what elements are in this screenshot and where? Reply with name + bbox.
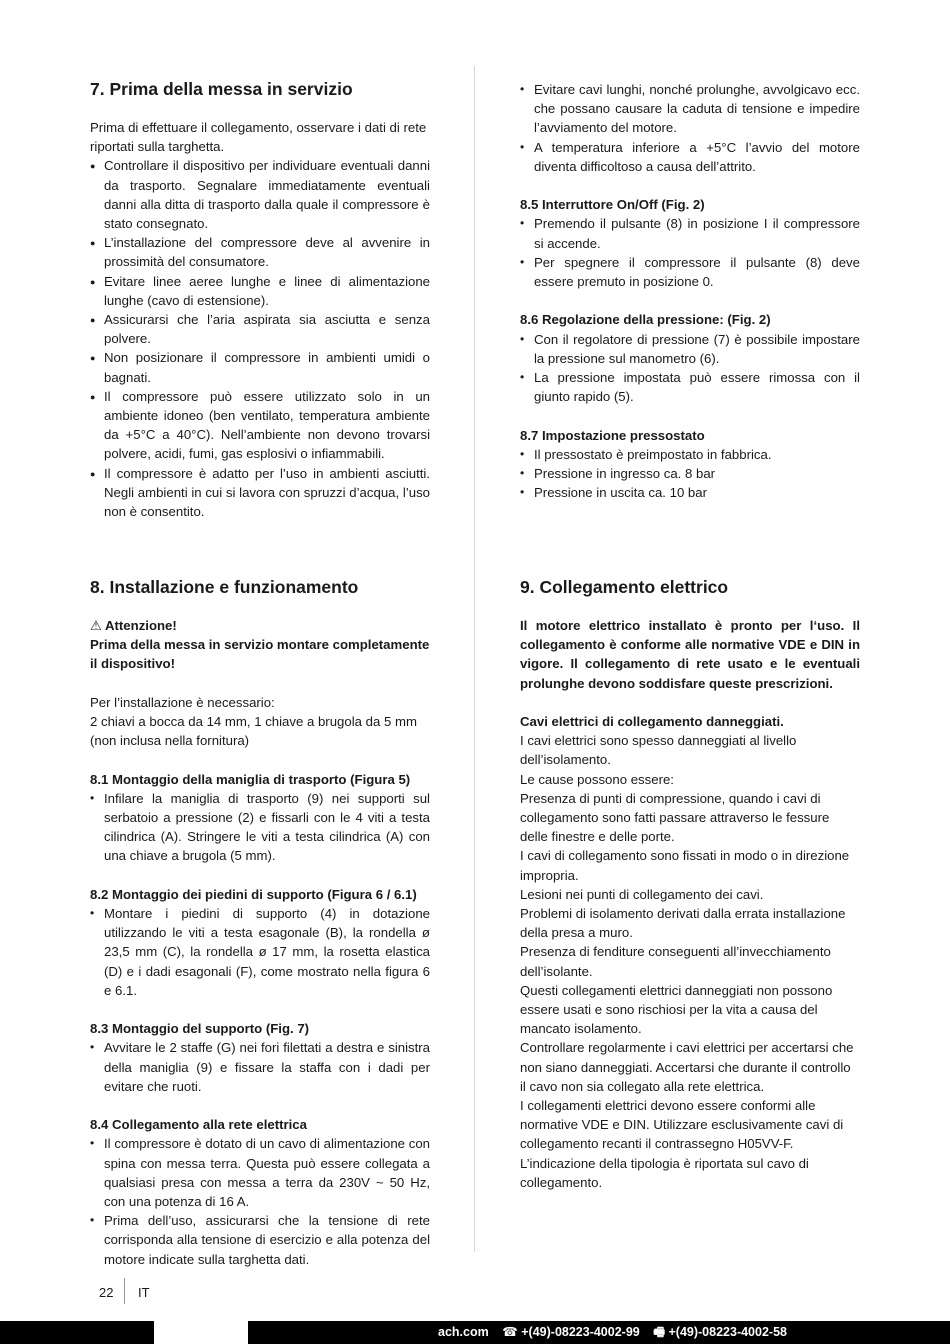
subsection-8-4-list xyxy=(90,1134,430,1268)
list-item: • Con il regolatore di pressione (7) è possibile impostare la pressione sul manometro (6). xyxy=(520,330,860,368)
subsection-8-3-list xyxy=(90,1038,430,1096)
paragraph: Lesioni nei punti di collegamento dei cavi. xyxy=(520,886,764,902)
paragraph: Presenza di punti di compressione, quando i cavi di collegamento sono fatti passare attraverso le fessure delle finestre e delle porte. xyxy=(520,790,830,845)
subsection-8-7-list xyxy=(520,445,860,503)
section-7-title: 7. Prima della messa in servizio xyxy=(90,79,353,99)
section-7-list xyxy=(90,156,430,521)
list-item: ● Controllare il dispositivo per individuare eventuali danni da trasporto. Segnalare immediatamente eventuali danni alla ditta di trasporto dalla quale il compressore è stato consegnato. xyxy=(90,156,430,233)
subsection-8-5-list xyxy=(520,214,860,291)
continued-list xyxy=(520,80,860,176)
list-item: ● Il compressore è adatto per l’uso in ambienti asciutti. Negli ambienti in cui si lavora con spruzzi d’acqua, l’uso non è consentito. xyxy=(90,464,430,522)
section-9-subtitle: Cavi elettrici di collegamento danneggiati. xyxy=(520,714,784,729)
list-item: • Il compressore è dotato di un cavo di alimentazione con spina con messa terra. Questa può essere collegata a qualsiasi presa con messa a terra da 230V ~ 50 Hz, con una potenza di 16 A. xyxy=(90,1134,430,1211)
subsection-8-6-title: 8.6 Regolazione della pressione: (Fig. 2) xyxy=(520,312,771,328)
install-tools: 2 chiavi a bocca da 14 mm, 1 chiave a brugola da 5 mm (non inclusa nella fornitura) xyxy=(90,714,417,749)
subsection-8-7-title: 8.7 Impostazione pressostato xyxy=(520,427,705,443)
list-item: ● Evitare linee aeree lunghe e linee di alimentazione lunghe (cavo di estensione). xyxy=(90,272,430,310)
footer-contact xyxy=(248,1321,950,1344)
paragraph: L’indicazione della tipologia è riportata sul cavo di collegamento. xyxy=(520,1155,809,1190)
subsection-8-2-list xyxy=(90,904,430,1000)
section-9-title: 9. Collegamento elettrico xyxy=(520,577,729,597)
footer-website[interactable]: ach.com xyxy=(438,1325,489,1339)
list-item: • La pressione impostata può essere rimossa con il giunto rapido (5). xyxy=(520,368,860,406)
page-number: 22 xyxy=(99,1285,114,1300)
list-item: • Evitare cavi lunghi, nonché prolunghe, avvolgicavo ecc. che possano causare la caduta di tensione e impedire l’avviamento del motore. xyxy=(520,80,860,138)
warning-text: Prima della messa in servizio montare completamente il dispositivo! xyxy=(90,637,430,672)
list-item: • Pressione in uscita ca. 10 bar xyxy=(520,483,860,502)
footer-phone: ☎ +(49)-08223-4002-99 xyxy=(502,1325,640,1339)
list-item: • Infilare la maniglia di trasporto (9) nei supporti sul serbatoio a pressione (2) e fissarli con le 4 viti a testa cilindrica (A). Stringere le viti a testa cilindrica (A) con una chiave a brugola (5 mm). xyxy=(90,789,430,866)
paragraph: I cavi di collegamento sono fissati in modo o in direzione impropria. xyxy=(520,848,850,883)
language-code: IT xyxy=(138,1285,150,1300)
subsection-8-4-title: 8.4 Collegamento alla rete elettrica xyxy=(90,1117,307,1133)
paragraph: Le cause possono essere: xyxy=(520,771,674,787)
section-7-intro: Prima di effettuare il collegamento, osservare i dati di rete riportati sulla targhetta. xyxy=(90,120,427,155)
list-item: • Montare i piedini di supporto (4) in dotazione utilizzando le viti a testa esagonale (B), la rondella ø 23,5 mm (C), la rondella ø 17 mm, la rosetta elastica (D) e i dadi esagonali (F), come mostrato nella figura 6 e 6.1. xyxy=(90,904,430,1000)
paragraph: Presenza di fenditure conseguenti all’invecchiamento dell’isolante. xyxy=(520,944,831,979)
section-9 xyxy=(520,576,860,1192)
subsection-8-1-title: 8.1 Montaggio della maniglia di trasporto (Figura 5) xyxy=(90,771,411,787)
list-item: • Pressione in ingresso ca. 8 bar xyxy=(520,464,860,483)
list-item: ● Non posizionare il compressore in ambienti umidi o bagnati. xyxy=(90,348,430,386)
list-item: ● L’installazione del compressore deve al avvenire in prossimità del consumatore. xyxy=(90,233,430,271)
footer-bar-left xyxy=(0,1321,154,1344)
subsection-8-3-title: 8.3 Montaggio del supporto (Fig. 7) xyxy=(90,1021,310,1037)
section-8-title: 8. Installazione e funzionamento xyxy=(90,577,359,597)
footer-fax: 🖷 +(49)-08223-4002-58 xyxy=(653,1325,787,1339)
list-item: • A temperatura inferiore a +5°C l’avvio del motore diventa difficoltoso a causa dell’attrito. xyxy=(520,138,860,176)
paragraph: Questi collegamenti elettrici danneggiati non possono essere usati e sono rischiosi per la vita a causa del mancato isolamento. xyxy=(520,982,833,1037)
section-8 xyxy=(90,576,430,1269)
column-divider xyxy=(474,66,475,1252)
subsection-8-2-title: 8.2 Montaggio dei piedini di supporto (Figura 6 / 6.1) xyxy=(90,886,417,902)
subsection-8-1-list xyxy=(90,789,430,866)
list-item: • Avvitare le 2 staffe (G) nei fori filettati a destra e sinistra della maniglia (9) e fissare la staffa con i dadi per evitare che ruoti. xyxy=(90,1038,430,1096)
paragraph: Controllare regolarmente i cavi elettrici per accertarsi che non siano danneggiati. Accertarsi che durante il controllo il cavo non sia collegato alla rete elettrica. xyxy=(520,1040,854,1094)
subsection-8-5-title: 8.5 Interruttore On/Off (Fig. 2) xyxy=(520,197,705,213)
list-item: • Prima dell’uso, assicurarsi che la tensione di rete corrisponda alla tensione di esercizio e alla potenza del motore indicate sulla targhetta dati. xyxy=(90,1211,430,1269)
subsection-8-6-list xyxy=(520,330,860,407)
warning-title: ⚠ Attenzione! xyxy=(90,618,177,633)
list-item: ● Assicurarsi che l’aria aspirata sia asciutta e senza polvere. xyxy=(90,310,430,348)
paragraph: I collegamenti elettrici devono essere conformi alle normative VDE e DIN. Utilizzare esclusivamente cavi di collegamento recanti il contrassegno H05VV-F. xyxy=(520,1098,844,1152)
list-item: • Il pressostato è preimpostato in fabbrica. xyxy=(520,445,860,464)
section-9-intro: Il motore elettrico installato è pronto per l‘uso. Il collegamento è conforme alle normative VDE e DIN in vigore. Il collegamento di rete usato e le eventuali prolunghe devono soddisfare queste prescrizioni. xyxy=(520,618,860,691)
install-intro: Per l’installazione è necessario: xyxy=(90,694,275,710)
section-8-continued xyxy=(520,80,860,502)
list-item: • Per spegnere il compressore il pulsante (8) deve essere premuto in posizione 0. xyxy=(520,253,860,291)
list-item: ● Il compressore può essere utilizzato solo in un ambiente idoneo (ben ventilato, temperatura ambiente da +5°C a 40°C). Nell’ambiente non devono trovarsi polvere, acidi, fumi, gas esplosivi o infiammabili. xyxy=(90,387,430,464)
paragraph: I cavi elettrici sono spesso danneggiati al livello dell’isolamento. xyxy=(520,733,797,768)
section-7 xyxy=(90,78,430,521)
list-item: • Premendo il pulsante (8) in posizione I il compressore si accende. xyxy=(520,214,860,252)
paragraph: Problemi di isolamento derivati dalla errata installazione della presa a muro. xyxy=(520,906,846,941)
footer-separator xyxy=(124,1278,125,1304)
